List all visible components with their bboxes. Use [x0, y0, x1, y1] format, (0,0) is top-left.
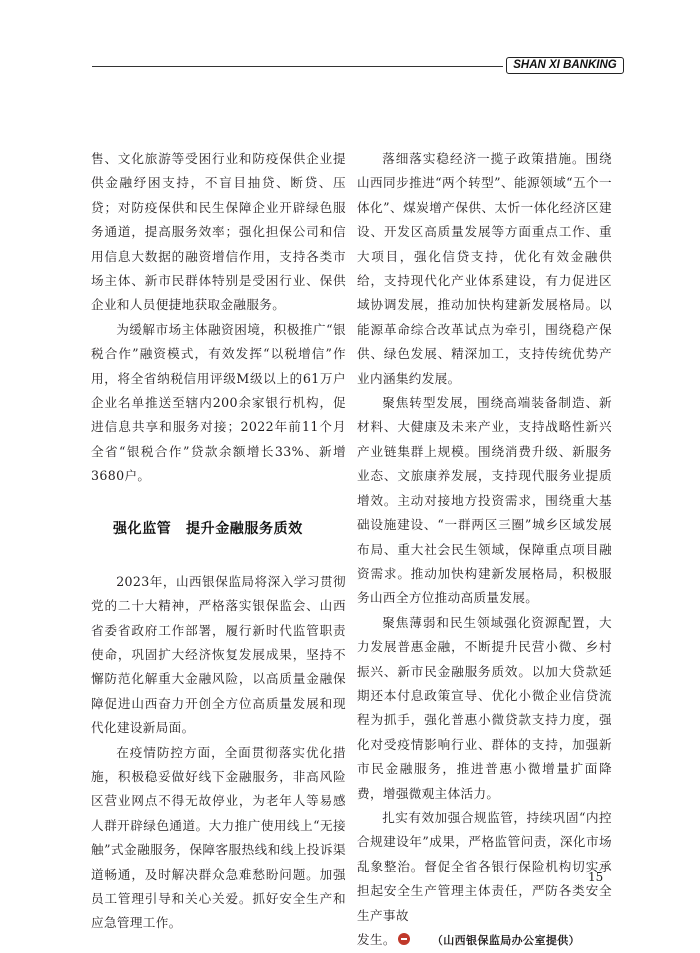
left-paragraph-1: 售、文化旅游等受困行业和防疫保供企业提供金融纾困支持，不盲目抽贷、断贷、压贷；对防疫保供和民生保障企业开辟绿色服务通道，提高服务效率；强化担保公司和信用信息大数据的融资增信作用，支持各类市场主体、新市民群体特别是受困行业、保供企业和人员便捷地获取金融服务。 — [91, 151, 346, 313]
header-brand: SHAN XI BANKING — [506, 57, 624, 74]
source-credit: （山西银保监局办公室提供） — [431, 934, 581, 947]
right-paragraph-1: 落细落实稳经济一揽子政策措施。围绕山西同步推进“两个转型”、能源领域“五个一体化”、煤炭增产保供、太忻一体化经济区建设、开发区高质量发展等方面重点工作、重大项目，强化信贷支持，优化有效金融供给，支持现代化产业体系建设，有力促进区域协调发展，推动加快构建新发展格局。以能源革命综合改革试点为牵引，围绕稳产保供、绿色发展、精深加工，支持传统优势产业内涵集约发展。 — [357, 151, 612, 386]
right-paragraph-2: 聚焦转型发展，围绕高端装备制造、新材料、大健康及未来产业，支持战略性新兴产业链集群上规模。围绕消费升级、新服务业态、文旅康养发展，支持现代服务业提质增效。主动对接地方投资需求，围绕重大基础设施建设、“一群两区三圈”城乡区域发展布局、重大社会民生领域，保障重点项目融资需求。推动加快构建新发展格局，积极服务山西全方位推动高质量发展。 — [357, 395, 612, 606]
article-ending — [357, 928, 612, 953]
right-paragraph-3: 聚焦薄弱和民生领域强化资源配置，大力发展普惠金融，不断提升民营小微、乡村振兴、新市民金融服务质效。以加大贷款延期还本付息政策宣导、优化小微企业信贷流程为抓手，强化普惠小微贷款支持力度，强化对受疫情影响行业、群体的支持，加强新市民金融服务，推进普惠小微增量扩面降费，增强微观主体活力。 — [357, 614, 612, 801]
left-column — [91, 147, 346, 936]
ending-text: 发生。 — [357, 932, 396, 947]
section-heading: 强化监管 提升金融服务质效 — [113, 520, 303, 537]
header-rule — [92, 66, 503, 67]
right-paragraph-4: 扎实有效加强合规监管，持续巩固“内控合规建设年”成果，严格监管问责，深化市场乱象整治。督促全省各银行保险机构切实承担起安全生产管理主体责任，严防各类安全生产事故 — [357, 809, 612, 923]
end-mark-icon — [398, 933, 410, 945]
left-paragraph-3: 2023年，山西银保监局将深入学习贯彻党的二十大精神，严格落实银保监会、山西省委省政府工作部署，履行新时代监管职责使命，巩固扩大经济恢复发展成果，坚持不懈防范化解重大金融风险，以高质量金融保障促进山西奋力开创全方位高质量发展和现代化建设新局面。 — [91, 573, 346, 736]
left-paragraph-4: 在疫情防控方面，全面贯彻落实优化措施，积极稳妥做好线下金融服务，非高风险区营业网点不得无故停业，为老年人等易感人群开辟绿色通道。大力推广使用线上“无接触”式金融服务，保障客服热线和线上投诉渠道畅通，及时解决群众急难愁盼问题。加强员工管理引导和关心关爱。抓好安全生产和应急管理工作。 — [91, 744, 346, 931]
page-number: 15 — [588, 870, 604, 884]
right-column — [357, 147, 612, 953]
left-paragraph-2: 为缓解市场主体融资困境，积极推广“银税合作”融资模式，有效发挥“以税增信”作用，将全省纳税信用评级M级以上的61万户企业名单推送至辖内200余家银行机构，促进信息共享和服务对接；2022年前11个月全省“银税合作”贷款余额增长33%、新增3680户。 — [91, 321, 346, 484]
